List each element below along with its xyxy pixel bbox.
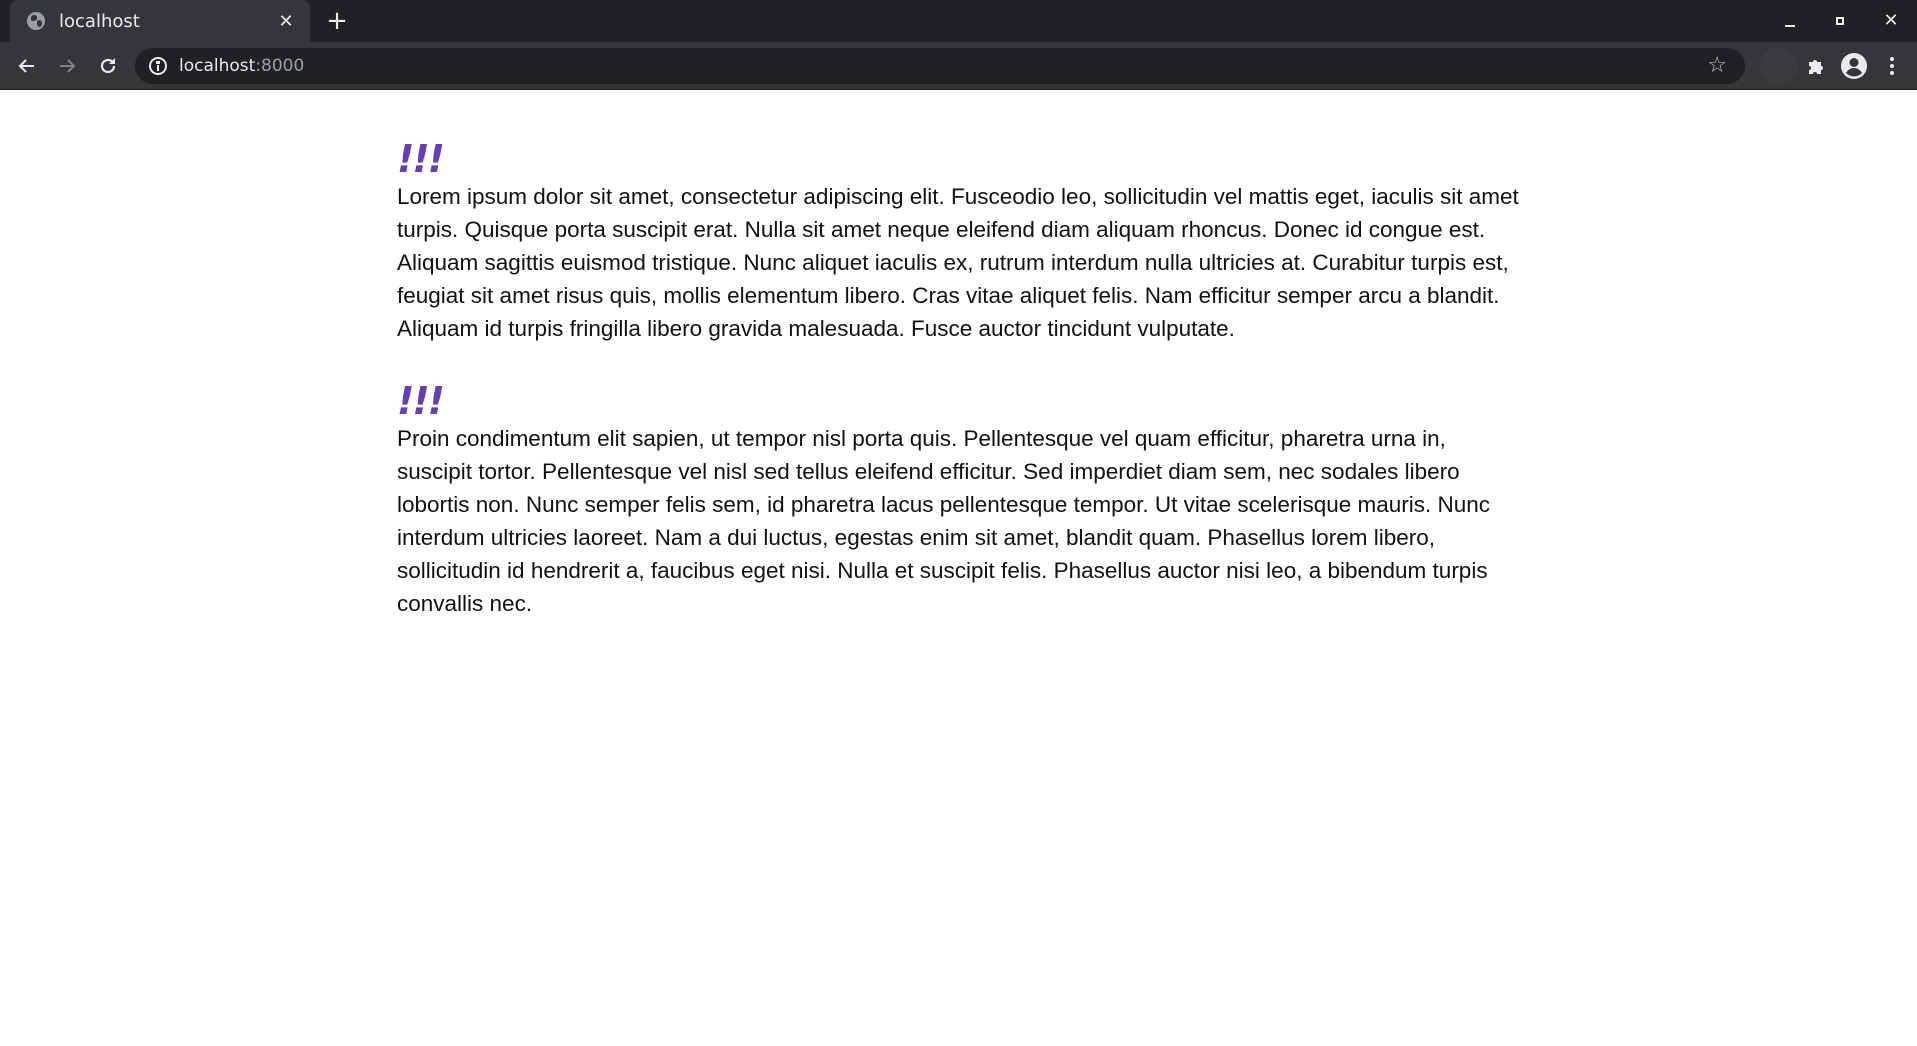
- section-paragraph: Proin condimentum elit sapien, ut tempor nisl porta quis. Pellentesque vel quam efficitur, pharetra urna in, suscipit tortor. Pellentesque vel nisl sed tellus eleifend efficitur. Sed imperdiet diam sem, nec sodales libero lobortis non. Nunc semper felis sem, id pharetra lacus pellentesque tempor. Ut vitae scelerisque mauris. Nunc interdum ultricies laoreet. Nam a dui luctus, egestas enim sit amet, blandit quam. Phasellus lorem libero, sollicitudin id hendrerit a, faucibus eget nisi. Nulla et suscipit felis. Phasellus auctor nisi leo, a bibendum turpis convallis nec.: [397, 426, 1491, 616]
- tab-close-icon[interactable]: ✕: [278, 10, 294, 32]
- tab-strip: [0, 0, 1917, 42]
- menu-dot-icon: [1890, 64, 1894, 68]
- reload-icon: [98, 56, 118, 76]
- maximize-button[interactable]: [1821, 8, 1861, 34]
- forward-button[interactable]: [51, 50, 83, 82]
- close-window-button[interactable]: ✕: [1883, 10, 1899, 31]
- arrow-right-icon: [57, 56, 77, 76]
- section-heading: !!!: [397, 137, 443, 181]
- address-bar[interactable]: [135, 48, 1745, 84]
- bookmark-star-icon[interactable]: ☆: [1707, 53, 1727, 78]
- account-circle-icon: [1840, 52, 1868, 80]
- menu-dot-icon: [1890, 57, 1894, 61]
- back-button[interactable]: [11, 50, 43, 82]
- section-paragraph: Lorem ipsum dolor sit amet, consectetur adipiscing elit. Fusceodio leo, sollicitudin vel mattis eget, iaculis sit amet turpis. Quisque porta suscipit erat. Nulla sit amet neque eleifend diam aliquam rhoncus. Donec id congue est. Aliquam sagittis euismod tristique. Nunc aliquet iaculis ex, rutrum interdum nulla ultricies at. Curabitur turpis est, feugiat sit amet risus quis, mollis elementum libero. Cras vitae aliquet felis. Nam efficitur semper arcu a blandit. Aliquam id turpis fringilla libero gravida malesuada. Fusce auctor tincidunt vulputate.: [397, 184, 1519, 341]
- profile-button[interactable]: [1838, 50, 1870, 82]
- toolbar-placeholder: [1760, 47, 1798, 85]
- arrow-left-icon: [17, 56, 37, 76]
- globe-icon: [27, 12, 45, 30]
- page-viewport: [0, 90, 1917, 1046]
- page-content: [397, 138, 1527, 655]
- new-tab-button[interactable]: +: [326, 6, 348, 36]
- extensions-button[interactable]: [1800, 50, 1832, 82]
- url-text[interactable]: localhost:8000: [179, 56, 305, 76]
- menu-dot-icon: [1890, 71, 1894, 75]
- browser-toolbar: [0, 42, 1917, 90]
- section-heading: !!!: [397, 379, 443, 423]
- browser-menu-button[interactable]: [1878, 50, 1906, 82]
- minimize-button[interactable]: [1771, 8, 1811, 34]
- puzzle-icon: [1806, 56, 1826, 76]
- reload-button[interactable]: [92, 50, 124, 82]
- info-icon[interactable]: [149, 57, 167, 75]
- tab-localhost[interactable]: [10, 0, 310, 42]
- tab-title: localhost: [59, 10, 140, 32]
